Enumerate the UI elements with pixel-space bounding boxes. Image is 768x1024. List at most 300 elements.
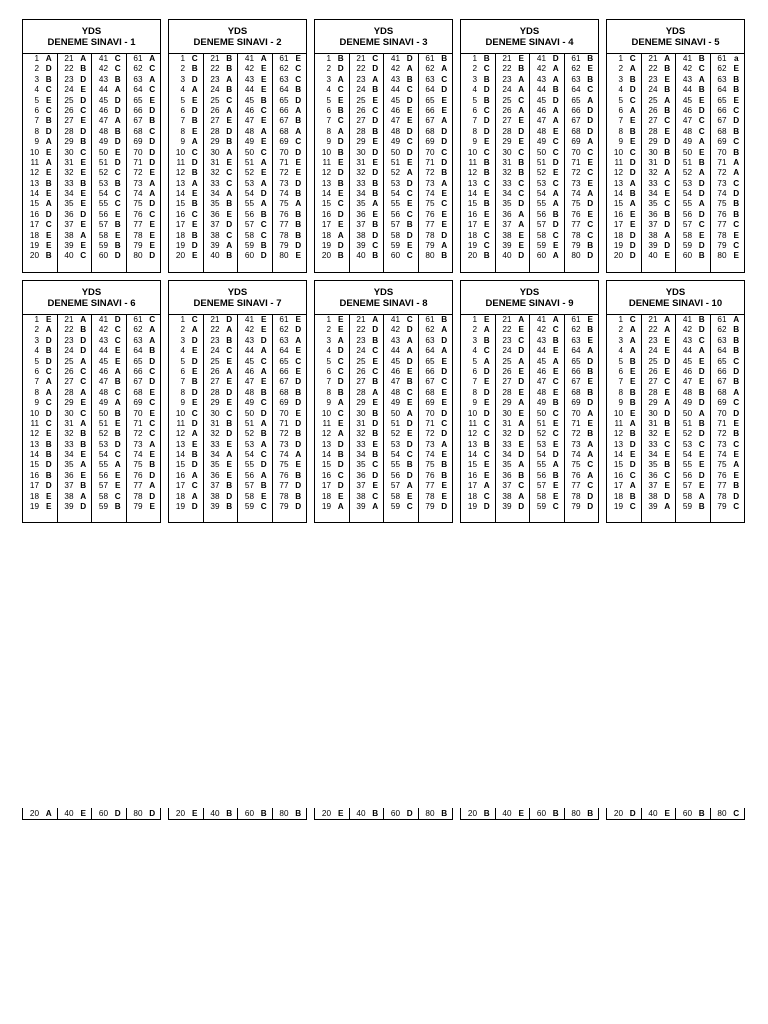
answer-row <box>58 315 92 325</box>
answer-letter: A <box>45 377 52 387</box>
question-number: 14 <box>29 450 39 460</box>
answer-letter: B <box>629 189 636 199</box>
answer-row <box>127 429 161 439</box>
answer-row <box>607 357 641 367</box>
answer-letter: C <box>337 366 344 376</box>
question-number: 56 <box>536 470 546 480</box>
answer-row <box>676 502 710 512</box>
question-number: 31 <box>64 157 74 167</box>
answer-letter: A <box>45 137 52 147</box>
answer-letter: C <box>80 251 87 261</box>
answer-row <box>23 808 57 819</box>
answer-row <box>676 54 710 64</box>
answer-letter: E <box>407 491 413 501</box>
answer-column <box>461 808 496 819</box>
answer-letter: E <box>630 450 636 460</box>
answer-letter: D <box>406 230 413 240</box>
answer-row <box>92 85 126 95</box>
question-number: 74 <box>279 189 289 199</box>
answer-row <box>350 808 384 819</box>
question-number: 41 <box>244 315 254 324</box>
answer-letter: B <box>260 809 267 818</box>
question-number: 26 <box>502 366 512 376</box>
answer-letter: B <box>114 377 121 387</box>
answer-letter: D <box>80 126 87 136</box>
question-number: 54 <box>98 450 108 460</box>
answer-letter: E <box>407 398 413 408</box>
question-number: 37 <box>356 220 366 230</box>
answer-row <box>530 231 564 241</box>
answer-row <box>461 336 495 346</box>
answer-row <box>127 75 161 85</box>
answer-letter: C <box>587 147 594 157</box>
answer-row <box>204 251 238 261</box>
question-number: 47 <box>390 116 400 126</box>
answer-row <box>419 440 453 450</box>
answer-row <box>315 346 349 356</box>
answer-row <box>23 189 57 199</box>
answer-row <box>23 85 57 95</box>
question-number: 5 <box>618 95 623 105</box>
answer-row <box>350 64 384 74</box>
question-number: 21 <box>502 315 512 324</box>
answer-letter: A <box>664 168 671 178</box>
answer-row <box>496 377 530 387</box>
answer-letter: C <box>406 251 413 261</box>
question-number: 33 <box>356 178 366 188</box>
question-number: 23 <box>648 335 658 345</box>
question-number: 47 <box>244 116 254 126</box>
answer-grid <box>315 54 452 272</box>
answer-row <box>315 241 349 251</box>
answer-row <box>58 357 92 367</box>
answer-row <box>384 241 418 251</box>
question-number: 2 <box>618 64 623 74</box>
question-number: 3 <box>180 74 185 84</box>
answer-letter: D <box>587 251 594 261</box>
question-number: 60 <box>682 809 692 818</box>
answer-row <box>273 199 307 209</box>
answer-row <box>711 179 745 189</box>
question-number: 75 <box>425 199 435 209</box>
question-number: 79 <box>571 241 581 251</box>
answer-letter: D <box>149 199 156 209</box>
answer-row <box>461 346 495 356</box>
answer-row <box>461 808 495 819</box>
answer-row <box>711 168 745 178</box>
answer-row <box>607 158 641 168</box>
question-number: 68 <box>279 126 289 136</box>
question-number: 43 <box>244 335 254 345</box>
answer-row <box>530 189 564 199</box>
answer-letter: C <box>337 85 344 95</box>
answer-row <box>58 251 92 261</box>
question-number: 24 <box>648 85 658 95</box>
answer-row <box>169 440 203 450</box>
question-number: 72 <box>279 429 289 439</box>
answer-letter: E <box>664 429 670 439</box>
question-number: 11 <box>322 418 331 428</box>
question-number: 8 <box>180 387 185 397</box>
answer-letter: D <box>295 481 302 491</box>
answer-column <box>607 808 642 819</box>
answer-row <box>419 96 453 106</box>
answer-row <box>127 325 161 335</box>
question-number: 68 <box>717 126 727 136</box>
answer-row <box>419 346 453 356</box>
answer-row <box>530 75 564 85</box>
answer-letter: B <box>629 429 636 439</box>
question-number: 53 <box>390 439 400 449</box>
question-number: 76 <box>133 209 143 219</box>
question-number: 15 <box>613 460 623 470</box>
answer-row <box>642 241 676 251</box>
answer-letter: D <box>149 157 156 167</box>
question-number: 43 <box>536 335 546 345</box>
question-number: 25 <box>648 356 658 366</box>
answer-row <box>711 148 745 158</box>
answer-row <box>496 502 530 512</box>
answer-row <box>461 388 495 398</box>
answer-row <box>419 231 453 241</box>
answer-letter: E <box>115 356 121 366</box>
answer-row <box>169 251 203 261</box>
answer-letter: E <box>46 491 52 501</box>
answer-row <box>315 367 349 377</box>
answer-column <box>127 315 161 522</box>
answer-letter: A <box>80 230 87 240</box>
answer-letter: A <box>698 137 705 147</box>
answer-letter: C <box>483 241 490 251</box>
answer-row <box>419 357 453 367</box>
question-number: 53 <box>98 439 108 449</box>
answer-row <box>169 315 203 325</box>
answer-letter: A <box>698 408 705 418</box>
answer-row <box>58 199 92 209</box>
answer-letter: B <box>45 439 52 449</box>
answer-row <box>350 168 384 178</box>
answer-row <box>238 75 272 85</box>
answer-column <box>384 808 419 819</box>
answer-row <box>238 241 272 251</box>
answer-row <box>642 179 676 189</box>
question-number: 13 <box>613 439 623 449</box>
answer-column <box>419 808 453 819</box>
answer-row <box>169 492 203 502</box>
answer-row <box>23 346 57 356</box>
answer-row <box>384 367 418 377</box>
answer-letter: A <box>260 178 267 188</box>
question-number: 49 <box>682 398 692 408</box>
answer-row <box>127 471 161 481</box>
question-number: 9 <box>618 137 623 147</box>
question-number: 46 <box>390 366 400 376</box>
question-number: 63 <box>279 74 289 84</box>
answer-letter: D <box>45 408 52 418</box>
question-number: 1 <box>472 54 477 63</box>
answer-row <box>676 241 710 251</box>
answer-letter: E <box>699 356 705 366</box>
question-number: 33 <box>648 439 658 449</box>
question-number: 6 <box>472 366 477 376</box>
question-number: 27 <box>210 377 220 387</box>
answer-row <box>565 367 599 377</box>
question-number: 42 <box>536 64 546 74</box>
answer-row <box>384 127 418 137</box>
answer-letter: E <box>553 126 559 136</box>
answer-row <box>419 419 453 429</box>
answer-row <box>530 325 564 335</box>
question-number: 25 <box>502 95 512 105</box>
answer-letter: A <box>149 54 156 63</box>
answer-letter: D <box>114 95 121 105</box>
answer-letter: E <box>587 64 593 74</box>
answer-row <box>461 502 495 512</box>
answer-row <box>711 85 745 95</box>
question-number: 10 <box>29 147 39 157</box>
answer-letter: B <box>587 366 594 376</box>
answer-row <box>23 179 57 189</box>
answer-letter: B <box>483 168 490 178</box>
question-number: 26 <box>64 105 74 115</box>
answer-letter: E <box>553 439 559 449</box>
answer-row <box>607 148 641 158</box>
question-number: 13 <box>467 178 477 188</box>
answer-row <box>204 127 238 137</box>
answer-row <box>92 96 126 106</box>
answer-row <box>711 492 745 502</box>
answer-row <box>461 179 495 189</box>
answer-row <box>204 460 238 470</box>
answer-row <box>711 346 745 356</box>
answer-letter: C <box>552 502 559 512</box>
answer-row <box>384 96 418 106</box>
answer-letter: E <box>553 481 559 491</box>
answer-row <box>350 346 384 356</box>
answer-letter: C <box>664 377 671 387</box>
answer-letter: B <box>629 356 636 366</box>
answer-row <box>565 106 599 116</box>
answer-row <box>315 419 349 429</box>
answer-row <box>711 502 745 512</box>
answer-letter: A <box>80 460 87 470</box>
question-number: 24 <box>648 346 658 356</box>
answer-row <box>530 429 564 439</box>
answer-letter: B <box>372 85 379 95</box>
question-number: 23 <box>210 74 220 84</box>
answer-letter: E <box>115 346 121 356</box>
answer-letter: C <box>80 105 87 115</box>
answer-row <box>384 440 418 450</box>
answer-letter: D <box>629 85 636 95</box>
question-number: 78 <box>133 230 143 240</box>
question-number: 22 <box>502 64 512 74</box>
answer-letter: C <box>518 147 525 157</box>
answer-row <box>58 220 92 230</box>
question-number: 55 <box>390 460 400 470</box>
answer-letter: D <box>733 491 740 501</box>
question-number: 6 <box>618 366 623 376</box>
answer-letter: E <box>484 189 490 199</box>
answer-letter: D <box>406 809 413 818</box>
question-number: 35 <box>502 199 512 209</box>
answer-letter: E <box>441 398 447 408</box>
answer-row <box>676 148 710 158</box>
answer-letter: A <box>114 116 121 126</box>
answer-row <box>711 210 745 220</box>
answer-letter: E <box>441 387 447 397</box>
question-number: 51 <box>244 157 254 167</box>
question-number: 30 <box>64 147 74 157</box>
question-number: 71 <box>133 418 143 428</box>
answer-row <box>461 168 495 178</box>
answer-letter: A <box>552 116 559 126</box>
answer-letter: B <box>372 178 379 188</box>
question-number: 67 <box>571 377 581 387</box>
answer-row <box>238 96 272 106</box>
answer-row <box>169 116 203 126</box>
answer-row <box>315 148 349 158</box>
answer-row <box>204 189 238 199</box>
question-number: 14 <box>613 189 623 199</box>
answer-row <box>273 367 307 377</box>
question-number: 22 <box>64 64 74 74</box>
answer-letter: C <box>191 408 198 418</box>
question-number: 66 <box>571 366 581 376</box>
answer-letter: D <box>191 105 198 115</box>
answer-row <box>92 116 126 126</box>
answer-row <box>169 75 203 85</box>
question-number: 55 <box>98 199 108 209</box>
question-number: 61 <box>717 54 727 63</box>
answer-row <box>58 440 92 450</box>
answer-row <box>530 315 564 325</box>
answer-row <box>273 85 307 95</box>
answer-row <box>169 64 203 74</box>
answer-row <box>642 440 676 450</box>
answer-row <box>350 179 384 189</box>
answer-letter: A <box>518 105 525 115</box>
answer-row <box>461 492 495 502</box>
answer-letter: C <box>80 366 87 376</box>
question-number: 46 <box>98 366 108 376</box>
answer-letter: B <box>114 429 121 439</box>
question-number: 43 <box>244 74 254 84</box>
answer-row <box>350 481 384 491</box>
question-number: 47 <box>98 116 108 126</box>
answer-row <box>711 429 745 439</box>
answer-row <box>461 189 495 199</box>
answer-row <box>127 127 161 137</box>
answer-row <box>58 481 92 491</box>
answer-letter: A <box>733 460 740 470</box>
answer-letter: C <box>260 105 267 115</box>
question-number: 38 <box>64 491 74 501</box>
answer-letter: E <box>149 450 155 460</box>
answer-row <box>127 54 161 64</box>
answer-row <box>530 116 564 126</box>
answer-letter: D <box>698 105 705 115</box>
answer-letter: B <box>552 209 559 219</box>
question-number: 47 <box>244 377 254 387</box>
answer-row <box>419 377 453 387</box>
question-number: 65 <box>425 356 435 366</box>
answer-row <box>169 148 203 158</box>
question-number: 46 <box>682 366 692 376</box>
question-number: 40 <box>648 809 658 818</box>
answer-row <box>496 460 530 470</box>
answer-row <box>676 808 710 819</box>
answer-row <box>23 116 57 126</box>
answer-letter: D <box>372 116 379 126</box>
answer-letter: B <box>587 241 594 251</box>
answer-row <box>565 398 599 408</box>
answer-row <box>350 315 384 325</box>
answer-letter: A <box>518 209 525 219</box>
answer-letter: D <box>587 105 594 115</box>
question-number: 64 <box>279 85 289 95</box>
answer-row <box>565 460 599 470</box>
answer-letter: A <box>45 387 52 397</box>
answer-row <box>127 336 161 346</box>
answer-letter: C <box>587 230 594 240</box>
answer-row <box>238 471 272 481</box>
answer-row <box>350 388 384 398</box>
question-number: 1 <box>326 54 331 63</box>
question-number: 9 <box>472 137 477 147</box>
answer-letter: D <box>260 189 267 199</box>
question-number: 62 <box>425 64 435 74</box>
question-number: 25 <box>648 95 658 105</box>
answer-letter: C <box>518 178 525 188</box>
answer-letter: B <box>629 491 636 501</box>
question-number: 71 <box>425 418 435 428</box>
question-number: 80 <box>571 809 581 818</box>
answer-letter: B <box>733 126 740 136</box>
answer-letter: E <box>484 137 490 147</box>
answer-letter: B <box>226 85 233 95</box>
answer-letter: D <box>191 502 198 512</box>
answer-letter: D <box>441 85 448 95</box>
answer-letter: B <box>733 147 740 157</box>
question-number: 6 <box>326 105 331 115</box>
answer-row <box>23 54 57 64</box>
answer-letter: D <box>191 241 198 251</box>
question-number: 20 <box>175 251 185 261</box>
answer-row <box>169 325 203 335</box>
answer-row <box>461 398 495 408</box>
question-number: 72 <box>133 429 143 439</box>
answer-row <box>315 440 349 450</box>
answer-letter: E <box>115 209 121 219</box>
answer-row <box>496 54 530 64</box>
answer-letter: E <box>295 54 301 63</box>
answer-letter: A <box>114 398 121 408</box>
answer-row <box>350 96 384 106</box>
answer-letter: C <box>260 220 267 230</box>
answer-letter: A <box>629 105 636 115</box>
answer-row <box>350 220 384 230</box>
question-number: 36 <box>210 470 220 480</box>
answer-letter: E <box>338 95 344 105</box>
question-number: 61 <box>425 315 435 324</box>
question-number: 70 <box>571 408 581 418</box>
answer-row <box>127 148 161 158</box>
answer-row <box>711 199 745 209</box>
question-number: 70 <box>425 408 435 418</box>
answer-row <box>565 220 599 230</box>
answer-letter: C <box>295 356 302 366</box>
